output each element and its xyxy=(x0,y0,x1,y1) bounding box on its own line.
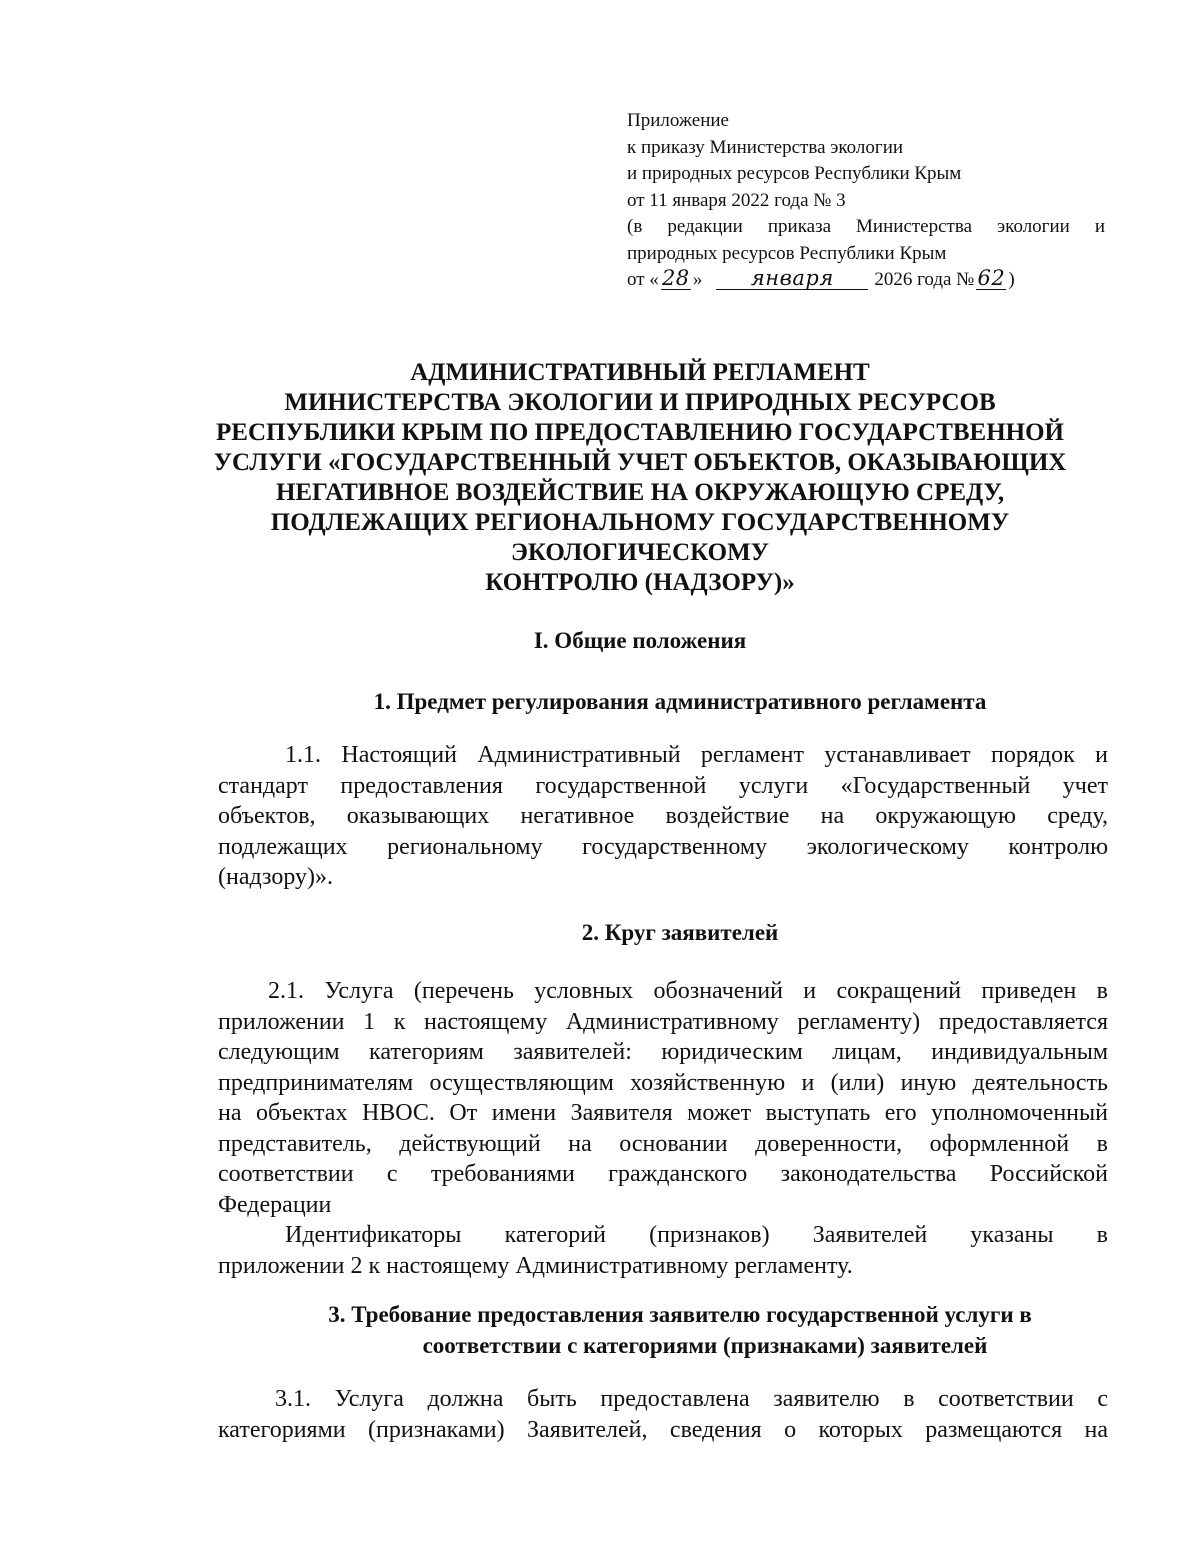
paragraph-line: Идентификаторы категорий (признаков) Заявителей указаны в xyxy=(285,1222,1108,1248)
appendix-line: к приказу Министерства экологии xyxy=(627,136,904,158)
appendix-line: и природных ресурсов Республики Крым xyxy=(627,163,962,184)
appendix-line: от 11 января 2022 года № 3 xyxy=(627,189,846,211)
sig-paren: ) xyxy=(1008,269,1015,290)
section3-heading-line1: 3. Требование предоставления заявителю государственной услуги в xyxy=(328,1302,1032,1327)
section3-paragraph xyxy=(218,1384,1108,1445)
section2-heading: 2. Круг заявителей xyxy=(581,920,779,945)
title-line: РЕСПУБЛИКИ КРЫМ ПО ПРЕДОСТАВЛЕНИЮ ГОСУДАРСТВЕННОЙ xyxy=(216,419,1064,446)
section3-heading-line2: соответствии с категориями (признаками) заявителей xyxy=(422,1333,988,1358)
sig-year: 2026 года № xyxy=(874,269,975,290)
appendix-title: Приложение xyxy=(627,110,729,131)
paragraph-line: Федерации xyxy=(218,1191,332,1218)
paragraph-line: приложении 1 к настоящему Административному регламенту) предоставляется xyxy=(218,1008,1108,1035)
paragraph-line: стандарт предоставления государственной услуги «Государственный учет xyxy=(218,772,1108,799)
paragraph-line: приложении 2 к настоящему Административному регламенту. xyxy=(218,1252,853,1279)
paragraph-line: (надзору)». xyxy=(218,864,334,890)
handwritten-number: 62 xyxy=(977,266,1006,290)
title-line: УСЛУГИ «ГОСУДАРСТВЕННЫЙ УЧЕТ ОБЪЕКТОВ, ОКАЗЫВАЮЩИХ xyxy=(213,449,1067,476)
paragraph-line: 3.1. Услуга должна быть предоставлена заявителю в соответствии с xyxy=(275,1386,1108,1412)
title-line: МИНИСТЕРСТВА ЭКОЛОГИИ И ПРИРОДНЫХ РЕСУРСОВ xyxy=(284,389,996,416)
title-line: ПОДЛЕЖАЩИХ РЕГИОНАЛЬНОМУ ГОСУДАРСТВЕННОМУ xyxy=(270,509,1010,536)
title-line: ЭКОЛОГИЧЕСКОМУ xyxy=(510,539,770,566)
paragraph-line: категориями (признаками) Заявителей, сведения о которых размещаются на xyxy=(218,1416,1108,1443)
title-line: АДМИНИСТРАТИВНЫЙ РЕГЛАМЕНТ xyxy=(410,359,870,386)
section2-paragraph xyxy=(218,976,1108,1281)
sig-close-quote: » xyxy=(692,269,703,290)
section1-paragraph xyxy=(218,740,1108,893)
paragraph-line: следующим категориям заявителей: юридическим лицам, индивидуальным xyxy=(218,1039,1108,1065)
paragraph-line: предпринимателям осуществляющим хозяйственную и (или) иную деятельность xyxy=(218,1069,1108,1096)
paragraph-line: 2.1. Услуга (перечень условных обозначений и сокращений приведен в xyxy=(268,978,1108,1004)
appendix-signature-line xyxy=(627,267,1105,294)
appendix-line: природных ресурсов Республики Крым xyxy=(627,242,947,264)
paragraph-line: на объектах НВОС. От имени Заявителя может выступать его уполномоченный xyxy=(218,1100,1108,1126)
paragraph-line: объектов, оказывающих негативное воздействие на окружающую среду, xyxy=(218,803,1108,829)
appendix-block xyxy=(627,108,1105,294)
handwritten-day: 28 xyxy=(661,266,690,290)
paragraph-line: 1.1. Настоящий Административный регламент устанавливает порядок и xyxy=(285,742,1108,768)
paragraph-line: подлежащих региональному государственному экологическому контролю xyxy=(218,833,1108,860)
paragraph-line: соответствии с требованиями гражданского законодательства Российской xyxy=(218,1161,1108,1187)
section-general-heading: I. Общие положения xyxy=(533,628,747,653)
section1-heading: 1. Предмет регулирования административного регламента xyxy=(373,689,987,714)
appendix-line: (в редакции приказа Министерства экологии и xyxy=(627,216,1105,237)
title-line: НЕГАТИВНОЕ ВОЗДЕЙСТВИЕ НА ОКРУЖАЮЩУЮ СРЕДУ, xyxy=(275,479,1005,506)
document-title xyxy=(190,358,1090,598)
title-line: КОНТРОЛЮ (НАДЗОРУ)» xyxy=(485,569,795,596)
handwritten-month: января xyxy=(716,267,868,290)
paragraph-line: представитель, действующий на основании доверенности, оформленной в xyxy=(218,1130,1108,1157)
sig-prefix: от « xyxy=(627,269,659,290)
